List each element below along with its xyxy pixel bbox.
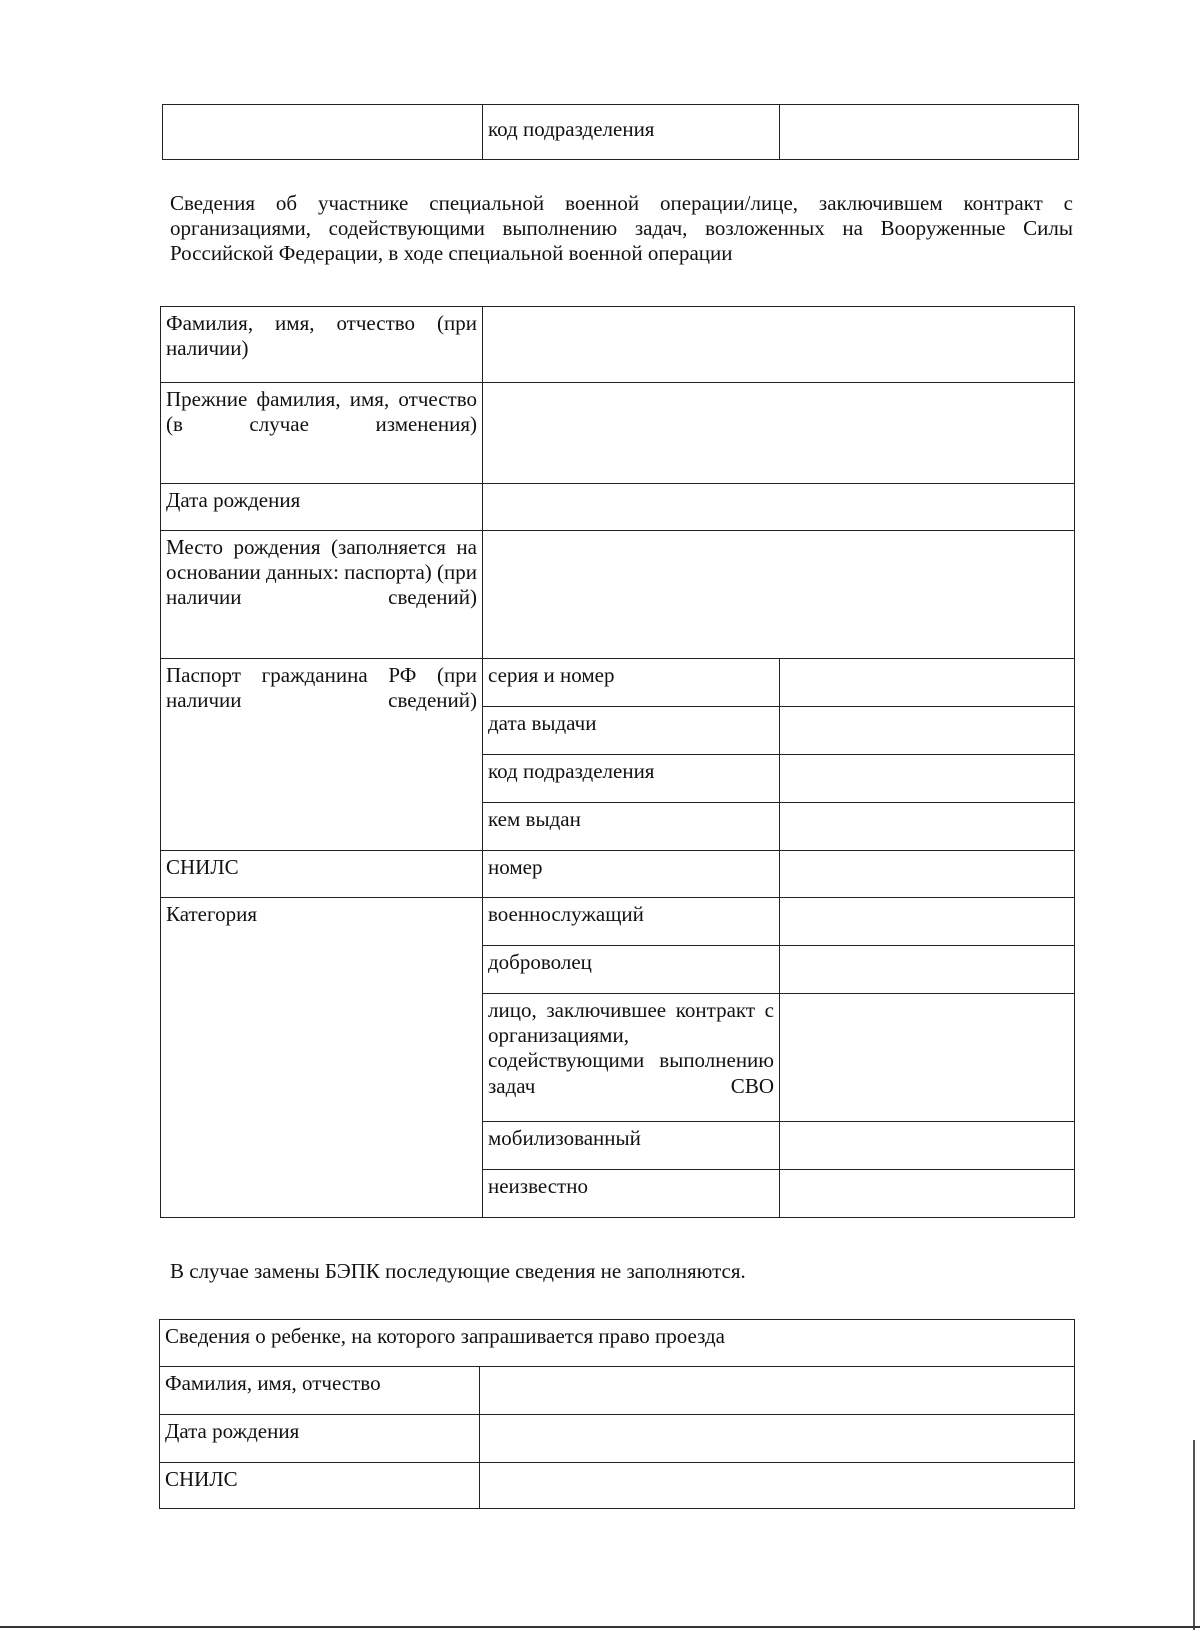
child-full-name-label: Фамилия, имя, отчество (160, 1367, 480, 1415)
full-name-value[interactable] (483, 307, 1075, 383)
category-option-unknown-value[interactable] (780, 1170, 1075, 1218)
category-option-volunteer: доброволец (483, 946, 780, 994)
top-division-code-value[interactable] (780, 105, 1079, 160)
child-snils-label: СНИЛС (160, 1463, 480, 1509)
child-section-heading: Сведения о ребенке, на которого запрашивается право проезда (160, 1320, 1075, 1367)
snils-label: СНИЛС (161, 851, 483, 898)
top-table (162, 104, 1079, 160)
passport-division-code-label: код подразделения (483, 755, 780, 803)
category-option-unknown: неизвестно (483, 1170, 780, 1218)
scan-edge-line (1193, 1440, 1195, 1630)
snils-number-value[interactable] (780, 851, 1075, 898)
top-empty-cell[interactable] (163, 105, 483, 160)
category-option-contractor: лицо, заключившее контракт с организациями, содействующими выполнению задач СВО (483, 994, 780, 1122)
passport-issue-date-value[interactable] (780, 707, 1075, 755)
child-snils-value[interactable] (480, 1463, 1075, 1509)
birth-place-value[interactable] (483, 531, 1075, 659)
category-option-contractor-value[interactable] (780, 994, 1075, 1122)
bepk-replacement-note: В случае замены БЭПК последующие сведения не заполняются. (170, 1259, 746, 1283)
child-birth-date-value[interactable] (480, 1415, 1075, 1463)
passport-series-number-value[interactable] (780, 659, 1075, 707)
child-full-name-value[interactable] (480, 1367, 1075, 1415)
birth-place-label: Место рождения (заполняется на основании данных: паспорта) (при наличии сведений) (161, 531, 483, 659)
passport-issued-by-label: кем выдан (483, 803, 780, 851)
passport-issued-by-value[interactable] (780, 803, 1075, 851)
passport-issue-date-label: дата выдачи (483, 707, 780, 755)
svo-section-heading: Сведения об участнике специальной военной операции/лице, заключившем контракт с организациями, содействующими выполнению задач, возложенных на Вооруженные Силы Российской Федерации, в ходе специальной военной операции (170, 191, 1073, 266)
snils-number-label: номер (483, 851, 780, 898)
passport-label: Паспорт гражданина РФ (при наличии сведений) (161, 659, 483, 851)
top-division-code-label: код подразделения (483, 105, 780, 160)
scan-bottom-line (0, 1626, 1200, 1628)
prev-name-value[interactable] (483, 383, 1075, 484)
category-option-mobilized: мобилизованный (483, 1122, 780, 1170)
passport-series-number-label: серия и номер (483, 659, 780, 707)
category-option-volunteer-value[interactable] (780, 946, 1075, 994)
category-option-serviceman: военнослужащий (483, 898, 780, 946)
prev-name-label: Прежние фамилия, имя, отчество (в случае изменения) (161, 383, 483, 484)
birth-date-label: Дата рождения (161, 484, 483, 531)
birth-date-value[interactable] (483, 484, 1075, 531)
passport-division-code-value[interactable] (780, 755, 1075, 803)
svo-participant-table (160, 306, 1075, 1218)
category-option-mobilized-value[interactable] (780, 1122, 1075, 1170)
category-label: Категория (161, 898, 483, 1218)
full-name-label: Фамилия, имя, отчество (при наличии) (161, 307, 483, 383)
child-birth-date-label: Дата рождения (160, 1415, 480, 1463)
child-table (159, 1319, 1075, 1509)
category-option-serviceman-value[interactable] (780, 898, 1075, 946)
